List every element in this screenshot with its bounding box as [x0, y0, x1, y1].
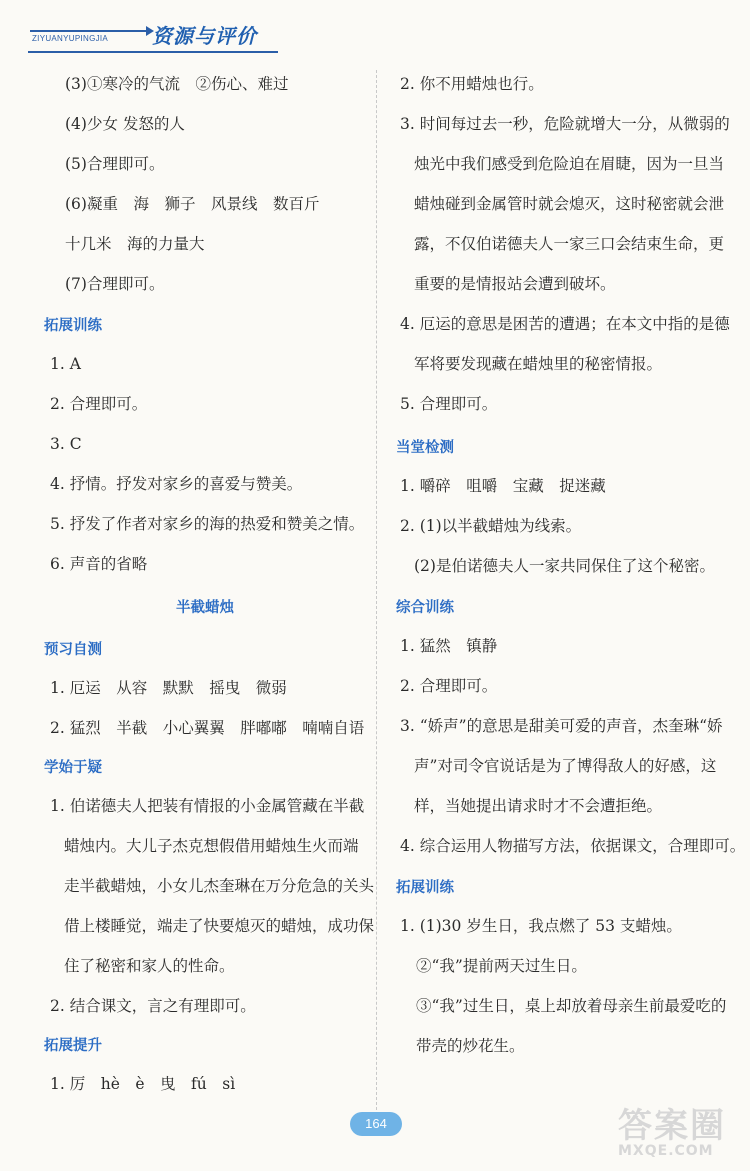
answer-line: 6. 声音的省略 [50, 555, 148, 573]
answer-line: ②“我”提前两天过生日。 [416, 957, 587, 975]
section-heading: 学始于疑 [44, 760, 102, 776]
watermark-bottom-text: MXQE.COM [618, 1143, 714, 1159]
section-heading: 综合训练 [396, 600, 454, 616]
header-pinyin: ZIYUANYUPINGJIA [32, 34, 109, 43]
answer-line: 军将要发现藏在蜡烛里的秘密情报。 [414, 355, 663, 373]
page-number: 164 [350, 1112, 402, 1136]
answer-line: 2. 你不用蜡烛也行。 [400, 75, 544, 93]
answer-line: 2. 合理即可。 [50, 395, 148, 413]
answer-line: 1. 厄运 从容 默默 摇曳 微弱 [50, 679, 287, 697]
answer-line: 5. 抒发了作者对家乡的海的热爱和赞美之情。 [50, 515, 365, 533]
answer-line: (7)合理即可。 [65, 275, 165, 293]
answer-line: 1. 嚼碎 咀嚼 宝藏 捉迷藏 [400, 477, 606, 495]
answer-line: 露，不仅伯诺德夫人一家三口会结束生命，更 [414, 235, 725, 253]
answer-line: 1. A [50, 355, 81, 373]
answer-line: (4)少女 发怒的人 [65, 115, 185, 133]
header-arrow-icon [30, 30, 148, 32]
answer-line: 声”对司令官说话是为了博得敌人的好感，这 [414, 757, 717, 775]
section-heading: 拓展训练 [396, 880, 454, 896]
answer-line: 走半截蜡烛，小女儿杰奎琳在万分危急的关头 [64, 877, 375, 895]
answer-line: ③“我”过生日，桌上却放着母亲生前最爱吃的 [416, 997, 727, 1015]
answer-line: (5)合理即可。 [65, 155, 165, 173]
answer-line: 3. C [50, 435, 82, 453]
answer-line: 1. (1)30 岁生日，我点燃了 53 支蜡烛。 [400, 917, 682, 935]
answer-line: 2. 结合课文，言之有理即可。 [50, 997, 256, 1015]
answer-line: 5. 合理即可。 [400, 395, 498, 413]
answer-line: 4. 综合运用人物描写方法，依据课文，合理即可。 [400, 837, 746, 855]
answer-line: 3. 时间每过去一秒，危险就增大一分，从微弱的 [400, 115, 730, 133]
section-heading: 预习自测 [44, 642, 102, 658]
chapter-title: 半截蜡烛 [176, 600, 234, 616]
answer-line: 2. 合理即可。 [400, 677, 498, 695]
answer-line: 样，当她提出请求时才不会遭拒绝。 [414, 797, 663, 815]
section-heading: 当堂检测 [396, 440, 454, 456]
page-header [28, 18, 288, 52]
answer-line: 重要的是情报站会遭到破坏。 [414, 275, 616, 293]
answer-line: (2)是伯诺德夫人一家共同保住了这个秘密。 [414, 557, 715, 575]
answer-line: 3. “娇声”的意思是甜美可爱的声音，杰奎琳“娇 [400, 717, 723, 735]
answer-line: 烛光中我们感受到危险迫在眉睫，因为一旦当 [414, 155, 725, 173]
answer-line: 蜡烛碰到金属管时就会熄灭，这时秘密就会泄 [414, 195, 725, 213]
answer-line: 1. 猛然 镇静 [400, 637, 498, 655]
section-heading: 拓展提升 [44, 1038, 102, 1054]
column-divider [376, 70, 377, 1110]
answer-line: 1. 厉 hè è 曳 fú sì [50, 1075, 236, 1093]
answer-line: (6)凝重 海 狮子 风景线 数百斤 [65, 195, 320, 213]
answer-line: 住了秘密和家人的性命。 [64, 957, 235, 975]
answer-line: 2. (1)以半截蜡烛为线索。 [400, 517, 582, 535]
header-underline [28, 51, 278, 53]
answer-line: 带壳的炒花生。 [416, 1037, 525, 1055]
answer-line: 4. 厄运的意思是困苦的遭遇；在本文中指的是德 [400, 315, 730, 333]
answer-line: 借上楼睡觉，端走了快要熄灭的蜡烛，成功保 [64, 917, 375, 935]
watermark-top-text: 答案圈 [618, 1106, 726, 1146]
answer-line: 4. 抒情。抒发对家乡的喜爱与赞美。 [50, 475, 303, 493]
answer-line: 1. 伯诺德夫人把装有情报的小金属管藏在半截 [50, 797, 365, 815]
header-title: 资源与评价 [152, 24, 257, 48]
section-heading: 拓展训练 [44, 318, 102, 334]
answer-line: 2. 猛烈 半截 小心翼翼 胖嘟嘟 喃喃自语 [50, 719, 365, 737]
watermark-logo [618, 1098, 736, 1162]
answer-line: 十几米 海的力量大 [65, 235, 205, 253]
answer-line: 蜡烛内。大儿子杰克想假借用蜡烛生火而端 [64, 837, 359, 855]
answer-line: (3)①寒冷的气流 ②伤心、难过 [65, 75, 289, 93]
